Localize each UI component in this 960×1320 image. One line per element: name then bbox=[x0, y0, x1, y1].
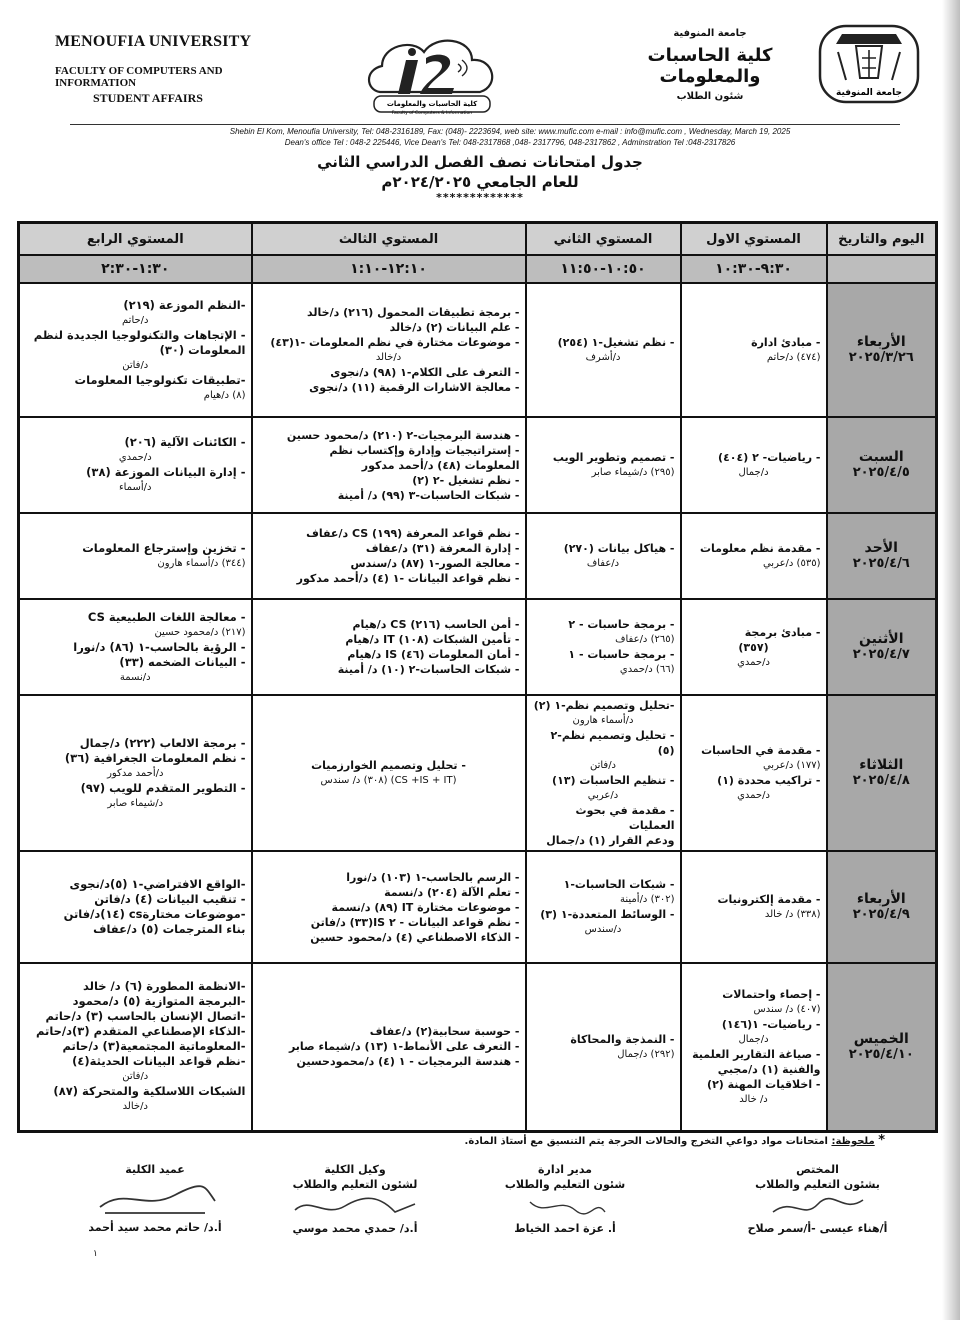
exam-line: - الذكاء الاصطناعي (٤) د/محمود حسين bbox=[310, 930, 520, 944]
exam-line: والفنية (١) د/مجبي bbox=[717, 1062, 821, 1076]
day-name: الخميس bbox=[853, 1030, 909, 1047]
exam-line: - معالجة الصور-١ (٨٧) د/سندس bbox=[350, 557, 520, 570]
exam-line: - الوسائط المتعددة-١ (٣) bbox=[540, 908, 675, 921]
day-cell bbox=[827, 513, 937, 599]
exam-line: -اتصال الإنسان بالحاسب (٣) د/حاتم bbox=[45, 1009, 246, 1024]
exam-cell-l4 bbox=[19, 599, 252, 695]
note-star: * bbox=[878, 1133, 885, 1148]
exam-line: - الرؤية بالحاسب-١ (٨٦) د/نورا bbox=[73, 639, 246, 654]
ar-faculty-name: كلية الحاسبات والمعلومات bbox=[647, 45, 773, 87]
sig3-signature bbox=[285, 1192, 425, 1222]
note-label: ملحوظة: bbox=[831, 1136, 875, 1147]
signature-specialist bbox=[735, 1162, 900, 1235]
exam-line: -تحليل وتصميم نظم-١ (٢) bbox=[533, 699, 675, 712]
exam-line: (٤٠٧) د/ سندس bbox=[753, 1003, 821, 1015]
exam-line: ودعم القرار (١) د/جمال bbox=[546, 834, 675, 847]
exam-cell-l2 bbox=[526, 513, 681, 599]
exam-line: - مقدمة إلكترونيات bbox=[717, 893, 821, 906]
exam-line: د/سندس bbox=[584, 924, 622, 935]
exam-cell-l4 bbox=[19, 417, 252, 513]
exam-line: - أمن الحاسب (٢١٦) CS د/هيام bbox=[352, 618, 520, 631]
exam-cell-l1 bbox=[681, 851, 827, 963]
day-date: ٢٠٢٥/٤/١٠ bbox=[848, 1046, 914, 1062]
exam-schedule-table bbox=[17, 221, 938, 1133]
exam-line: - هندسة البرمجيات - ١ (٤) د/محمودحسين bbox=[296, 1055, 520, 1069]
exam-line: - نظم قواعد المعرفة (١٩٩) CS د/عفاف bbox=[306, 527, 520, 540]
exam-line: - شبكات الحاسبات-١ bbox=[563, 878, 675, 891]
exam-line: د/أسماء هارون bbox=[572, 715, 634, 726]
table-row bbox=[19, 283, 937, 417]
exam-line: -موضوعات مختارةcs (١٤)د/فاتن bbox=[63, 907, 246, 921]
exam-line: - التعرف على الأنماط-١ (١٣) د/شيماء صابر bbox=[288, 1040, 520, 1054]
col-header-level1: المستوي الاول bbox=[681, 223, 827, 256]
exam-cell-l3 bbox=[252, 963, 526, 1131]
exam-line: - موضوعات مختارة في نظم المعلومات -١(٤٣) bbox=[270, 336, 520, 349]
exam-line: - موضوعات مختارة IT (٨٩) د/نسمة bbox=[331, 900, 520, 914]
exam-line: - تحليل وتصميم الخوارزميات bbox=[311, 759, 466, 772]
day-date: ٢٠٢٥/٤/٩ bbox=[852, 907, 910, 922]
exam-cell-l1 bbox=[681, 417, 827, 513]
exam-line: -الذكاء الإصطناعي المتقدم (٣)د/حاتم bbox=[35, 1024, 246, 1039]
exam-line: - رياضيات- ١(١٤٦) bbox=[721, 1017, 821, 1031]
header-divider bbox=[70, 124, 900, 125]
exam-line: - الإتجاهات والتكنولوجيا الجديدة لنظم المعلومات (٣٠) bbox=[33, 327, 246, 357]
day-cell bbox=[827, 283, 937, 417]
col-header-level4: المستوي الرابع bbox=[19, 223, 252, 256]
exam-line: - تخزين وإسترجاع المعلومات bbox=[82, 541, 246, 555]
exam-line: - إدارة المعرفة (٣١) د/عفاف bbox=[365, 542, 520, 555]
exam-line: د/حمدي bbox=[118, 452, 152, 463]
exam-cell-l2 bbox=[526, 599, 681, 695]
time-cell-level4: ١:٣٠-٢:٣٠ bbox=[19, 255, 252, 283]
exam-line: (٣٤٤) د/أسماء هارون bbox=[157, 558, 246, 569]
day-date: ٢٠٢٥/٤/٨ bbox=[852, 773, 910, 788]
exam-line: د/فاتن bbox=[122, 1071, 149, 1083]
exam-line: - مبادئ برمجة bbox=[744, 625, 821, 639]
exam-line: - مقدمة في الحاسبات bbox=[701, 744, 821, 757]
table-body bbox=[19, 255, 937, 1131]
day-date: ٢٠٢٥/٣/٢٦ bbox=[848, 350, 914, 365]
exam-line: (CS +IS + IT) (٣٠٨) د/ سندس bbox=[320, 775, 457, 786]
day-name: الأربعاء bbox=[856, 891, 906, 907]
exam-cell-l4 bbox=[19, 963, 252, 1131]
exam-line: د/أشرف bbox=[585, 352, 621, 363]
day-cell bbox=[827, 417, 937, 513]
exam-line: د/أحمد مدكور bbox=[107, 767, 164, 779]
exam-line: - إدارة البيانات الموزعة (٣٨) bbox=[86, 465, 246, 479]
exam-line: - شبكات الحاسبات-٢ (١٠) د/ أمينة bbox=[337, 663, 520, 676]
exam-cell-l1 bbox=[681, 695, 827, 851]
exam-line: - برمجة حاسبات - ٢ bbox=[568, 618, 675, 631]
exam-line: (٣٣٨) د/ خالد bbox=[764, 909, 821, 920]
exam-line: د/أسماء bbox=[118, 482, 152, 493]
exam-line: -النظم الموزعة (٢١٩) bbox=[123, 297, 246, 312]
exam-line: د/حمدي bbox=[737, 790, 770, 801]
exam-cell-l4 bbox=[19, 695, 252, 851]
table-header-row bbox=[19, 223, 937, 256]
exam-line: - نظم تشغيل -٢ (٢) bbox=[412, 473, 520, 487]
exam-line: - علم البيانات (٢) د/خالد bbox=[389, 321, 520, 334]
day-date: ٢٠٢٥/٤/٦ bbox=[852, 556, 910, 571]
table-row bbox=[19, 963, 937, 1131]
sig1-name: أ/هناء عيسى -أ/سمر صلاح bbox=[747, 1222, 888, 1235]
exam-line: (٦٦) د/حمدي bbox=[619, 664, 675, 675]
exam-line: - البيانات الضخمه (٣٣) bbox=[119, 654, 246, 669]
day-name: الأثنين bbox=[858, 631, 904, 647]
logo-caption: كلية الحاسبات والمعلومات bbox=[386, 100, 478, 108]
exam-line: - النمذجة والمحاكاة bbox=[570, 1032, 675, 1046]
contact-line-1: Shebin El Kom, Menoufia University, Tel: 048-2316189, Fax: (048)- 2223694, web site: www.mufic.com e-mail : info@mufic.com , Wednesday, March 19, 2025 bbox=[229, 127, 791, 136]
exam-line: - تعلم الآلة (٢٠٤) د/نسمة bbox=[384, 885, 520, 899]
contact-info bbox=[150, 126, 870, 148]
day-name: الأربعاء bbox=[856, 334, 906, 350]
university-logo-caption: جامعة المنوفية bbox=[836, 88, 902, 98]
sig2-subtitle: شئون التعليم والطلاب bbox=[504, 1178, 626, 1191]
exam-line: د/نسمة bbox=[119, 671, 151, 683]
exam-line: (٣٥٧) bbox=[738, 640, 769, 654]
exam-line: (٢٩٢) د/جمال bbox=[617, 1048, 675, 1060]
exam-line: د/ خالد bbox=[739, 1093, 768, 1105]
ar-student-affairs: شئون الطلاب bbox=[676, 91, 744, 102]
student-affairs-label: STUDENT AFFAIRS bbox=[93, 91, 203, 105]
exam-line: - إحصاء واحتمالات bbox=[722, 987, 821, 1001]
exam-line: د/حمدي bbox=[737, 656, 770, 668]
exam-line: - مقدمة نظم معلومات bbox=[700, 542, 821, 555]
scan-page-edge bbox=[942, 0, 960, 1320]
sig4-title: عميد الكلية bbox=[125, 1163, 185, 1176]
col-header-day: اليوم والتاريخ bbox=[827, 223, 937, 256]
exam-cell-l1 bbox=[681, 513, 827, 599]
signature-vice-dean bbox=[270, 1162, 440, 1235]
contact-line-2: Dean's office Tel : 048-2 225446, Vice Dean's Tel: 048-2317868 ,048- 2317796, 048-2317862 , Adminstration Tel :048-2317826 bbox=[284, 138, 736, 147]
university-logo bbox=[816, 22, 922, 108]
table-row bbox=[19, 599, 937, 695]
exam-line: -تطبيقات تكنولوجيا المعلومات bbox=[74, 372, 246, 387]
exam-line: - إستراتيجيات وإدارة وإكتساب نظم bbox=[329, 443, 520, 457]
exam-line: - برمجة تطبيقات المحمول (٢١٦) د/خالد bbox=[307, 306, 520, 319]
exam-cell-l3 bbox=[252, 417, 526, 513]
exam-line: -البرمجة المتوازية (٥) د/محمود bbox=[72, 994, 246, 1009]
sig3-name: أ.د/ حمدي محمد موسي bbox=[292, 1222, 418, 1235]
university-name: MENOUFIA UNIVERSITY bbox=[55, 33, 252, 50]
logo-subcaption: Faculty of Computers & Information bbox=[391, 111, 473, 116]
exam-line: - تصميم وتطوير الويب bbox=[552, 451, 675, 464]
day-date: ٢٠٢٥/٤/٧ bbox=[852, 647, 910, 662]
day-cell bbox=[827, 695, 937, 851]
exam-cell-l3 bbox=[252, 599, 526, 695]
title-line-1: جدول امتحانات نصف الفصل الدراسي الثاني bbox=[317, 153, 643, 171]
exam-cell-l2 bbox=[526, 283, 681, 417]
table-row bbox=[19, 695, 937, 851]
exam-line: - رياضيات- ٢ (٤٠٤) bbox=[718, 451, 821, 464]
exam-line: (٢٦٥) د/عفاف bbox=[615, 634, 675, 645]
exam-cell-l1 bbox=[681, 599, 827, 695]
day-name: الأحد bbox=[864, 540, 898, 556]
exam-cell-l3 bbox=[252, 513, 526, 599]
exam-cell-l2 bbox=[526, 417, 681, 513]
exam-line: د/جمال bbox=[738, 467, 769, 478]
exam-cell-l2 bbox=[526, 851, 681, 963]
day-date: ٢٠٢٥/٤/٥ bbox=[852, 465, 910, 480]
time-cell-level2: ١٠:٥٠-١١:٥٠ bbox=[526, 255, 681, 283]
title-line-2: للعام الجامعي ٢٠٢٤/٢٠٢٥م bbox=[381, 173, 579, 191]
day-name: السبت bbox=[858, 449, 904, 465]
exam-line: (٢٩٥) د/شيماء صابر bbox=[591, 467, 675, 478]
time-cell-level1: ٩:٣٠-١٠:٣٠ bbox=[681, 255, 827, 283]
exam-line: - اخلاقيات المهنة (٢) bbox=[707, 1077, 821, 1091]
exam-line: - تأمين الشبكات (١٠٨) IT د/هيام bbox=[345, 633, 520, 646]
exam-line: (١٧٧) د/عربي bbox=[762, 760, 821, 771]
exam-line: - تراكيب محددة (١) bbox=[717, 774, 821, 787]
exam-cell-l3 bbox=[252, 851, 526, 963]
col-header-level3: المستوي الثالث bbox=[252, 223, 526, 256]
exam-line: (٨) د/هيام bbox=[203, 389, 246, 401]
day-name: الثلاثاء bbox=[859, 757, 904, 773]
exam-line: -الواقع الافتراضي-١ (٥)د/نجوى bbox=[69, 877, 246, 891]
sig1-title: المختص bbox=[796, 1163, 839, 1176]
exam-line: د/فاتن bbox=[122, 359, 149, 371]
exam-line: - تنقيب البيانات (٤) د/فاتن bbox=[94, 892, 246, 906]
exam-line: - معالجة الاشارات الرقمية (١١) د/نجوى bbox=[309, 381, 520, 394]
exam-line: - شبكات الحاسبات-٣ (٩٩) د/ أمينة bbox=[337, 488, 520, 502]
exam-line: د/حاتم bbox=[122, 314, 149, 326]
header-arabic bbox=[610, 28, 810, 102]
sig4-name: أ.د/ حاتم محمد سيد أحمد bbox=[88, 1221, 222, 1234]
exam-line: - هياكل بيانات (٢٧٠) bbox=[563, 542, 675, 555]
page-number: ١ bbox=[93, 1249, 98, 1259]
sig3-subtitle: لشئون التعليم والطلاب bbox=[292, 1178, 418, 1191]
exam-line: - مقدمة في بحوث العمليات bbox=[575, 804, 675, 832]
exam-cell-l4 bbox=[19, 513, 252, 599]
exam-line: - نظم قواعد البيانات -١ (٤) د/أحمد مدكور bbox=[296, 572, 520, 585]
exam-line: (٢١٧) د/محمود حسين bbox=[154, 626, 246, 638]
exam-cell-l3 bbox=[252, 283, 526, 417]
time-cell-level3: ١٢:١٠-١:١٠ bbox=[252, 255, 526, 283]
table-row bbox=[19, 851, 937, 963]
sig2-signature bbox=[515, 1192, 615, 1222]
note bbox=[125, 1133, 885, 1148]
exam-line: - تحليل وتصميم نظم-٢ (٥) bbox=[550, 729, 675, 757]
sig1-subtitle: بشئون التعليم والطلاب bbox=[755, 1178, 880, 1191]
exam-cell-l3 bbox=[252, 695, 526, 851]
exam-line: د/جمال bbox=[738, 1033, 769, 1045]
exam-line: د/خالد bbox=[122, 1101, 148, 1113]
exam-line: (٥٣٥) د/عربي bbox=[762, 558, 821, 569]
exam-cell-l2 bbox=[526, 695, 681, 851]
sig4-signature bbox=[85, 1177, 225, 1221]
faculty-logo bbox=[362, 30, 502, 118]
exam-line: - برمجة حاسبات - ١ bbox=[568, 648, 675, 661]
exam-line: - نظم تشغيل-١ (٢٥٤) bbox=[557, 336, 675, 349]
exam-cell-l4 bbox=[19, 851, 252, 963]
exam-line: - معالجة اللغات الطبيعية CS bbox=[87, 609, 246, 624]
exam-line: -نظم قواعد البيانات الحديثة(٤) bbox=[72, 1054, 246, 1069]
table-row bbox=[19, 513, 937, 599]
exam-line: -الانظمة المطورة (٦) د/ خالد bbox=[82, 979, 246, 994]
exam-line: الشبكات اللاسلكية والمتحركة (٨٧) bbox=[53, 1084, 246, 1099]
exam-cell-l2 bbox=[526, 963, 681, 1131]
day-cell bbox=[827, 851, 937, 963]
exam-line: د/فاتن bbox=[589, 760, 617, 771]
signature-dean bbox=[80, 1162, 230, 1234]
header-english bbox=[55, 33, 285, 106]
day-cell bbox=[827, 963, 937, 1131]
title-stars: ************* bbox=[436, 191, 524, 204]
exam-cell-l1 bbox=[681, 283, 827, 417]
sig2-name: أ. عزة احمد الخياط bbox=[514, 1222, 616, 1235]
exam-line: (٤٧٤) د/حاتم bbox=[766, 352, 821, 363]
exam-line: د/عفاف bbox=[586, 558, 620, 569]
sig3-title: وكيل الكلية bbox=[324, 1163, 386, 1176]
exam-line: بناء المترجمات (٥) د/عفاف bbox=[93, 922, 246, 936]
exam-line: المعلومات (٤٨) د/أحمد مدكور bbox=[361, 458, 520, 472]
sig1-signature bbox=[763, 1192, 873, 1222]
exam-line: - التطوير المتقدم للويب (٩٧) bbox=[80, 780, 246, 795]
exam-line: - مبادئ ادارة bbox=[751, 336, 821, 349]
exam-line: - نظم قواعد البيانات - ٢ IS(٣٣) د/فاتن bbox=[310, 915, 520, 929]
exam-line: - التعرف على الكلام-١ (٩٨) د/نجوى bbox=[330, 366, 520, 379]
exam-cell-l1 bbox=[681, 963, 827, 1131]
exam-line: - حوسبة سحابية(٢) د/عفاف bbox=[369, 1025, 520, 1039]
col-header-level2: المستوي الثاني bbox=[526, 223, 681, 256]
table-row bbox=[19, 417, 937, 513]
exam-line: - تنظيم الحاسبات (١٣) bbox=[552, 774, 675, 787]
times-row bbox=[19, 255, 937, 283]
day-cell bbox=[827, 599, 937, 695]
ar-university-name: جامعة المنوفية bbox=[673, 28, 747, 39]
exam-line: - الرسم بالحاسب-١ (١٠٣) د/نورا bbox=[346, 870, 520, 884]
exam-line: -المعلوماتية المجتمعية(٣) د/حاتم bbox=[62, 1039, 246, 1054]
exam-line: (٣٠٢) د/أمينة bbox=[620, 894, 675, 905]
exam-line: - هندسة البرمجيات-٢ (٢١٠) د/محمود حسين bbox=[286, 428, 520, 442]
faculty-name: FACULTY OF COMPUTERS AND INFORMATION bbox=[55, 65, 223, 89]
exam-line: - نظم المعلومات الجغرافية (٣٦) bbox=[64, 750, 246, 765]
exam-line: - صياغة التقارير العلمية bbox=[692, 1047, 821, 1061]
schedule-title bbox=[200, 153, 760, 204]
exam-line: - أمان المعلومات (٤٦) IS د/هيام bbox=[347, 648, 520, 661]
note-text: امتحانات مواد دواعي التخرج والحالات الحرجة يتم التنسيق مع أستاذ المادة. bbox=[464, 1136, 828, 1147]
signature-director bbox=[495, 1162, 635, 1235]
exam-cell-l4 bbox=[19, 283, 252, 417]
exam-line: - الكائنات الآلية (٢٠٦) bbox=[124, 435, 246, 449]
exam-line: - برمجة الالعاب (٢٢٢) د/جمال bbox=[79, 735, 246, 750]
sig2-title: مدير ادارة bbox=[538, 1163, 592, 1176]
time-cell-day bbox=[827, 255, 937, 283]
exam-line: د/عربي bbox=[587, 790, 619, 801]
exam-line: د/خالد bbox=[375, 352, 402, 363]
exam-line: د/شيماء صابر bbox=[107, 797, 164, 809]
